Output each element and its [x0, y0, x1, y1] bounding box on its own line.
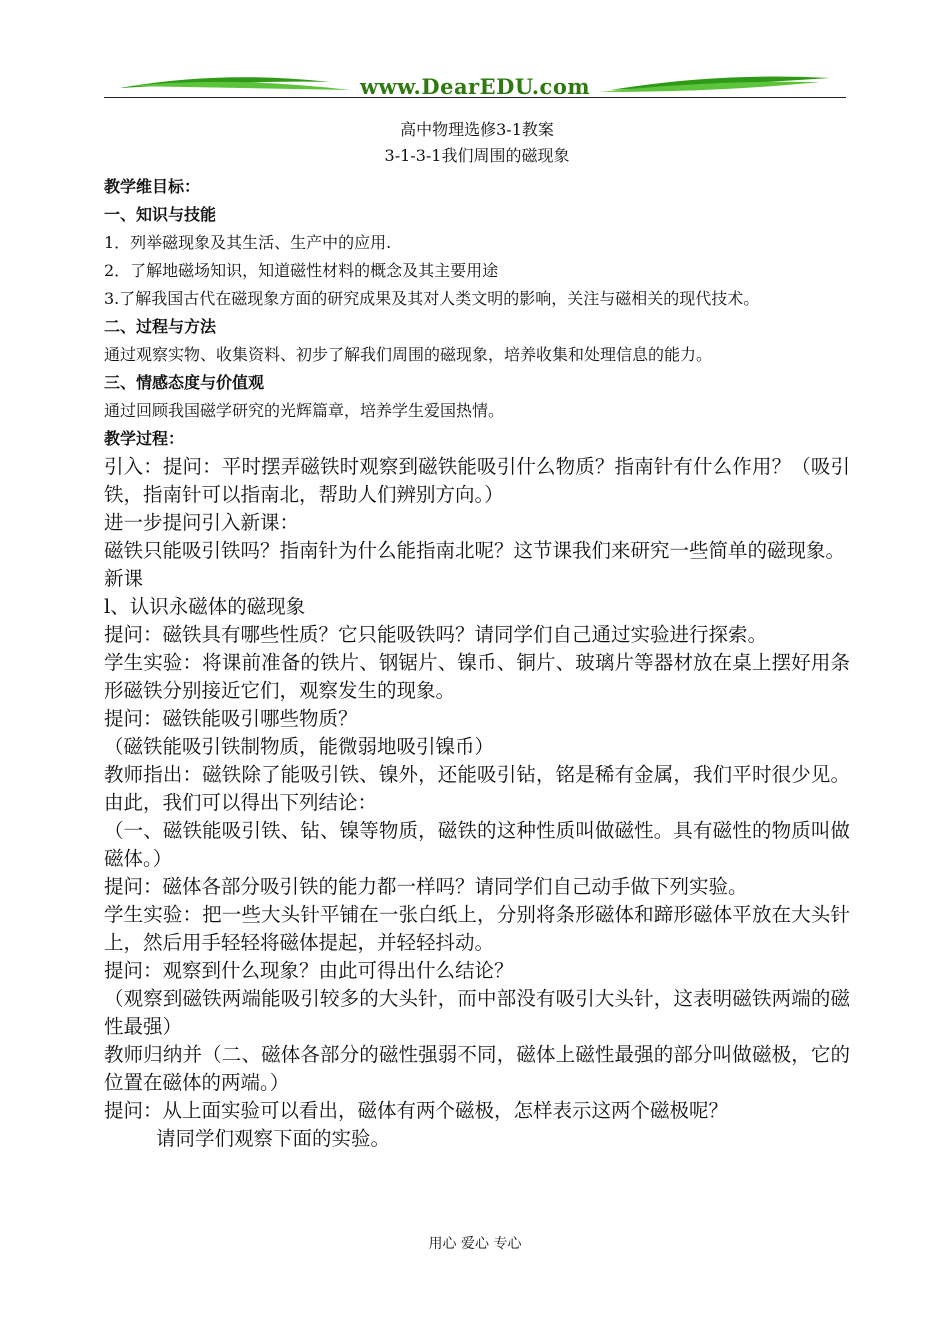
body-paragraph: 提问：磁铁能吸引哪些物质？ — [104, 707, 358, 730]
body-paragraph: 教师指出：磁铁除了能吸引铁、镍外，还能吸引钻，铭是稀有金属，我们平时很少见。由此，我们可以得出下列结论： — [104, 763, 850, 814]
body-paragraph: 提问：从上面实验可以看出，磁体有两个磁极，怎样表示这两个磁极呢？ — [104, 1099, 729, 1122]
knowledge-item-3: 3.了解我国古代在磁现象方面的研究成果及其对人类文明的影响，关注与磁相关的现代技术。 — [104, 289, 760, 308]
body-paragraph: 提问：观察到什么现象？由此可得出什么结论？ — [104, 959, 514, 982]
process-heading: 二、过程与方法 — [104, 317, 217, 336]
header-banner — [100, 66, 850, 106]
body-paragraph: （磁铁能吸引铁制物质，能微弱地吸引镍币） — [104, 735, 495, 758]
body-paragraph: 提问：磁铁具有哪些性质？它只能吸铁吗？请同学们自己通过实验进行探索。 — [104, 623, 768, 646]
teaching-heading: 教学过程： — [104, 429, 185, 448]
body-paragraph: 新课 — [104, 567, 144, 590]
body-paragraph: 教师归纳并（二、磁体各部分的磁性强弱不同，磁体上磁性最强的部分叫做磁极，它的位置在磁体的两端。） — [104, 1043, 850, 1094]
header-rule — [104, 97, 846, 98]
page-footer: 用心 爱心 专心 — [428, 1236, 522, 1252]
body-paragraph: l、认识永磁体的磁现象 — [104, 595, 306, 618]
document-content — [104, 117, 850, 1153]
knowledge-item-1: 1．列举磁现象及其生活、生产中的应用. — [104, 233, 392, 252]
doc-title: 高中物理选修3-1教案 — [400, 120, 554, 139]
knowledge-heading: 一、知识与技能 — [104, 205, 217, 224]
goals-heading: 教学维目标： — [104, 177, 201, 196]
body-paragraph: 学生实验：将课前准备的铁片、钢锯片、镍币、铜片、玻璃片等器材放在桌上摆好用条形磁铁分别接近它们，观察发生的现象。 — [104, 651, 850, 702]
body-paragraph: （一、磁铁能吸引铁、钻、镍等物质，磁铁的这种性质叫做磁性。具有磁性的物质叫做磁体。） — [104, 819, 850, 870]
body-paragraph: （观察到磁铁两端能吸引较多的大头针，而中部没有吸引大头针，这表明磁铁两端的磁性最强） — [104, 987, 850, 1038]
site-logo-text: www.DearEDU.com — [359, 74, 591, 99]
knowledge-item-2: 2．了解地磁场知识，知道磁性材料的概念及其主要用途 — [104, 261, 499, 280]
body-paragraph: 提问：磁体各部分吸引铁的能力都一样吗？请同学们自己动手做下列实验。 — [104, 875, 748, 898]
emotion-heading: 三、情感态度与价值观 — [104, 373, 265, 392]
body-paragraph: 引入：提问：平时摆弄磁铁时观察到磁铁能吸引什么物质？指南针有什么作用？（吸引铁，指南针可以指南北，帮助人们辨别方向。） — [104, 455, 850, 506]
doc-subtitle: 3-1-3-1我们周围的磁现象 — [384, 146, 570, 165]
body-paragraph: 请同学们观察下面的实验。 — [156, 1127, 391, 1150]
process-text: 通过观察实物、收集资料、初步了解我们周围的磁现象，培养收集和处理信息的能力。 — [104, 345, 713, 364]
body-paragraph: 进一步提问引入新课： — [104, 511, 300, 534]
body-paragraph: 学生实验：把一些大头针平铺在一张白纸上，分别将条形磁体和蹄形磁体平放在大头针上，然后用手轻轻将磁体提起，并轻轻抖动。 — [104, 903, 850, 954]
body-paragraph: 磁铁只能吸引铁吗？指南针为什么能指南北呢？这节课我们来研究一些简单的磁现象。 — [104, 539, 846, 562]
emotion-text: 通过回顾我国磁学研究的光辉篇章，培养学生爱国热情。 — [104, 401, 505, 420]
